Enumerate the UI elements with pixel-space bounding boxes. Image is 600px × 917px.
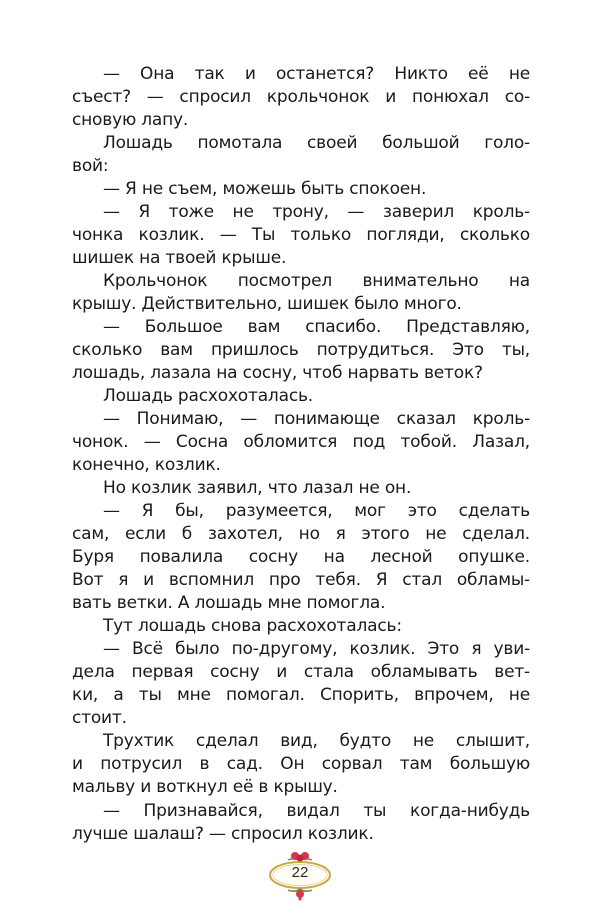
text-line: — Признавайся, видал ты когда-нибудь — [103, 800, 530, 821]
text-line: Буря повалила сосну на лесной опушке. — [72, 547, 530, 568]
page-number-ornament — [266, 848, 334, 902]
page-body — [72, 63, 530, 846]
text-line: Вот я и вспомнил про тебя. Я стал обламы- — [72, 570, 530, 591]
text-line: конечно, козлик. — [72, 455, 221, 476]
text-line: Лошадь помотала своей большой голо- — [103, 133, 530, 154]
text-line: стоит. — [72, 708, 127, 729]
text-line: Крольчонок посмотрел внимательно на — [103, 271, 530, 292]
text-line: сам, если б захотел, но я этого не сделал. — [72, 524, 530, 545]
text-line: шишек на твоей крыше. — [72, 248, 287, 269]
text-line: съест? — спросил крольчонок и понюхал со- — [72, 87, 530, 108]
text-line: Лошадь расхохоталась. — [103, 386, 313, 407]
text-line: — Большое вам спасибо. Представляю, — [103, 317, 530, 338]
text-line: сновую лапу. — [72, 110, 189, 131]
text-line: — Я бы, разумеется, мог это сделать — [103, 501, 530, 522]
text-line: — Всё было по-другому, козлик. Это я уви- — [103, 639, 530, 660]
text-line: мальву и воткнул её в крышу. — [72, 777, 338, 798]
text-line: и потрусил в сад. Он сорвал там большую — [72, 754, 530, 775]
text-line: вать ветки. А лошадь мне помогла. — [72, 593, 386, 614]
text-line: — Она так и останется? Никто её не — [103, 64, 530, 84]
text-line: Тут лошадь снова расхохоталась: — [103, 616, 402, 637]
text-line: вой: — [72, 156, 109, 177]
text-line: Но козлик заявил, что лазал не он. — [103, 478, 412, 499]
text-line: крышу. Действительно, шишек было много. — [72, 294, 462, 315]
text-line: ки, а ты мне помогал. Спорить, впрочем, не — [72, 685, 530, 706]
text-line: лошадь, лазала на сосну, чтоб нарвать веток? — [72, 363, 483, 384]
text-line: — Я тоже не трону, — заверил кроль- — [103, 202, 530, 223]
text-line: Трухтик сделал вид, будто не слышит, — [103, 731, 530, 752]
text-line: — Я не съем, можешь быть спокоен. — [103, 179, 427, 200]
text-line: дела первая сосну и стала обламывать вет- — [72, 662, 530, 683]
text-line: лучше шалаш? — спросил козлик. — [72, 823, 374, 844]
text-line: чонок. — Сосна обломится под тобой. Лазал, — [72, 432, 530, 453]
text-line: — Понимаю, — понимающе сказал кроль- — [103, 409, 530, 430]
page-number: 22 — [291, 864, 309, 881]
text-line: чонка козлик. — Ты только погляди, сколько — [72, 225, 530, 246]
text-line: сколько вам пришлось потрудиться. Это ты, — [72, 340, 530, 361]
